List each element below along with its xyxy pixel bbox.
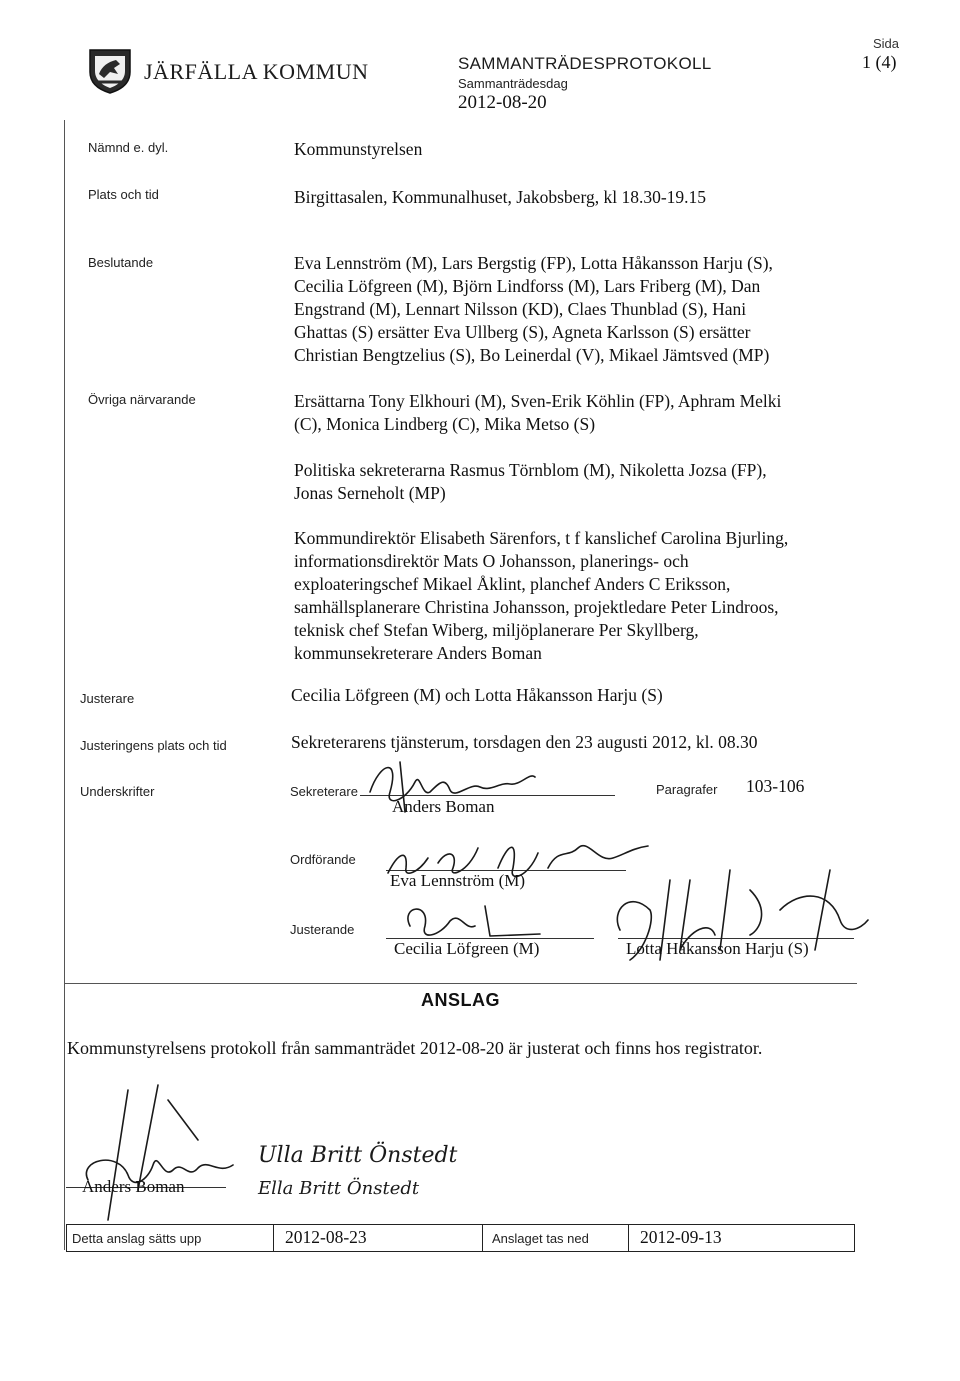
paragrafer-label: Paragrafer	[656, 782, 718, 797]
beslutande-label: Beslutande	[88, 255, 154, 270]
tas-ned-value: 2012-09-13	[640, 1227, 722, 1247]
ovriga-sekreterare	[294, 459, 767, 505]
tas-ned-label: Anslaget tas ned	[492, 1231, 589, 1246]
sekreterare-name: Anders Boman	[392, 797, 495, 816]
ovriga-line: (C), Monica Lindberg (C), Mika Metso (S)	[294, 414, 596, 434]
justering-plats-value: Sekreterarens tjänsterum, torsdagen den 23 augusti 2012, kl. 08.30	[291, 732, 758, 752]
ovriga-line: informationsdirektör Mats O Johansson, planerings- och	[294, 551, 689, 571]
ovriga-line: Kommundirektör Elisabeth Särenfors, t f kanslichef Carolina Bjurling,	[294, 528, 789, 548]
justerande-label: Justerande	[290, 922, 355, 937]
table-divider	[628, 1224, 629, 1252]
beslutande-line: Christian Bengtzelius (S), Bo Leinerdal (V), Mikael Jämtsved (MP)	[294, 345, 770, 365]
ovriga-line: teknisk chef Stefan Wiberg, miljöplanerare Per Skyllberg,	[294, 620, 699, 640]
ordforande-label: Ordförande	[290, 852, 356, 867]
ovriga-line: Ersättarna Tony Elkhouri (M), Sven-Erik Köhlin (FP), Aphram Melki	[294, 391, 782, 411]
justerare-label: Justerare	[80, 691, 135, 706]
satts-upp-value: 2012-08-23	[285, 1227, 367, 1247]
ovriga-ersattare	[294, 390, 781, 436]
meeting-date-label: Sammanträdesdag	[458, 76, 568, 91]
ovriga-line: kommunsekreterare Anders Boman	[294, 643, 542, 663]
table-divider	[482, 1224, 483, 1252]
table-divider	[273, 1224, 274, 1252]
justerande-name-1: Cecilia Löfgreen (M)	[394, 939, 540, 958]
namnd-label: Nämnd e. dyl.	[88, 140, 169, 155]
underskrifter-label: Underskrifter	[80, 784, 155, 799]
anslag-text: Kommunstyrelsens protokoll från sammanträdet 2012-08-20 är justerat och finns hos registrator.	[67, 1038, 763, 1058]
justerare-value: Cecilia Löfgreen (M) och Lotta Håkansson Harju (S)	[291, 685, 663, 705]
justerande-name-2: Lotta Håkansson Harju (S)	[626, 939, 809, 958]
anslag-sign-name: Anders Boman	[82, 1177, 185, 1196]
beslutande-line: Engstrand (M), Lennart Nilsson (KD), Claes Thunblad (S), Hani	[294, 299, 747, 319]
justering-plats-label: Justeringens plats och tid	[80, 738, 227, 753]
beslutande-list	[294, 252, 773, 367]
municipality-name: JÄRFÄLLA KOMMUN	[144, 59, 369, 84]
municipality-logo	[86, 46, 134, 94]
namnd-value: Kommunstyrelsen	[294, 139, 423, 159]
ovriga-tjansteman	[294, 527, 788, 665]
beslutande-line: Cecilia Löfgreen (M), Björn Lindforss (M), Lars Friberg (M), Dan	[294, 276, 761, 296]
anslag-divider	[64, 983, 857, 984]
ovriga-line: samhällsplanerare Christina Johansson, projektledare Peter Lindroos,	[294, 597, 779, 617]
page-number: 1 (4)	[862, 52, 897, 72]
ovriga-label: Övriga närvarande	[88, 392, 196, 407]
paragrafer-value: 103-106	[746, 776, 805, 796]
ovriga-line: exploateringschef Mikael Åklint, planchef Anders C Eriksson,	[294, 574, 731, 594]
page-label: Sida	[873, 36, 900, 51]
plats-label: Plats och tid	[88, 187, 159, 202]
beslutande-line: Eva Lennström (M), Lars Bergstig (FP), Lotta Håkansson Harju (S),	[294, 253, 773, 273]
sekreterare-label: Sekreterare	[290, 784, 358, 799]
anslag-title: ANSLAG	[421, 990, 500, 1010]
satts-upp-label: Detta anslag sätts upp	[72, 1231, 202, 1246]
anslag-signature	[58, 1080, 258, 1230]
ovriga-line: Jonas Serneholt (MP)	[294, 483, 446, 503]
anslag-handwritten-name-1: Ulla Britt Önstedt	[258, 1143, 458, 1168]
meeting-date: 2012-08-20	[458, 92, 547, 113]
beslutande-line: Ghattas (S) ersätter Eva Ullberg (S), Agneta Karlsson (S) ersätter	[294, 322, 751, 342]
ordforande-name: Eva Lennström (M)	[390, 871, 526, 890]
plats-value: Birgittasalen, Kommunalhuset, Jakobsberg, kl 18.30-19.15	[294, 187, 707, 207]
anslag-handwritten-name-2: Ella Britt Önstedt	[258, 1178, 420, 1199]
ovriga-line: Politiska sekreterarna Rasmus Törnblom (M), Nikoletta Jozsa (FP),	[294, 460, 767, 480]
document-type: SAMMANTRÄDESPROTOKOLL	[458, 54, 712, 73]
